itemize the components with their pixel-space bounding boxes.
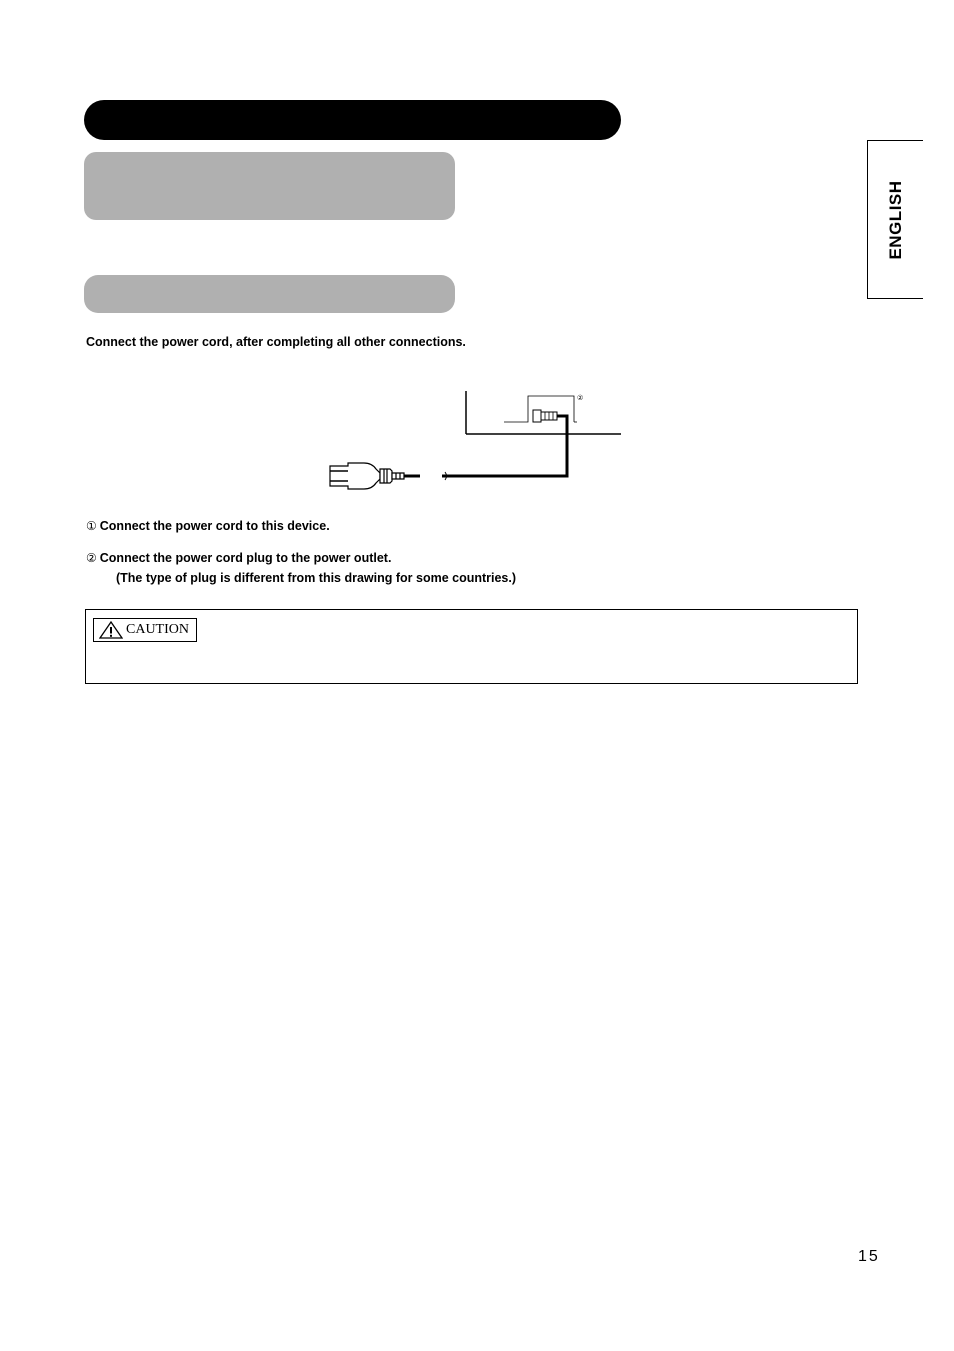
language-label: ENGLISH [885,179,905,260]
step-2-number: ② [86,551,97,565]
subsection-header-2 [84,275,455,313]
caution-box [85,609,858,684]
step-2-note: (The type of plug is different from this drawing for some countries.) [116,571,517,585]
power-cable [442,416,567,480]
device-marker: ② [577,394,584,402]
step-2 [86,551,391,565]
caution-text: CAUTION [126,622,189,637]
device-connector [533,410,557,422]
step-2-text: Connect the power cord plug to the power outlet. [99,551,392,565]
step-1-number: ① [86,519,97,533]
step-1-text: Connect the power cord to this device. [99,519,330,533]
section-title-bar [84,100,621,140]
step-1 [86,519,330,533]
language-tab [867,140,923,299]
subsection-header-1 [84,152,455,220]
caution-label [93,618,197,642]
intro-text: Connect the power cord, after completing all other connections. [86,335,466,349]
page-number: 15 [858,1248,880,1265]
warning-triangle-icon [99,621,123,639]
power-cord-diagram [320,385,630,495]
power-plug [330,463,420,489]
